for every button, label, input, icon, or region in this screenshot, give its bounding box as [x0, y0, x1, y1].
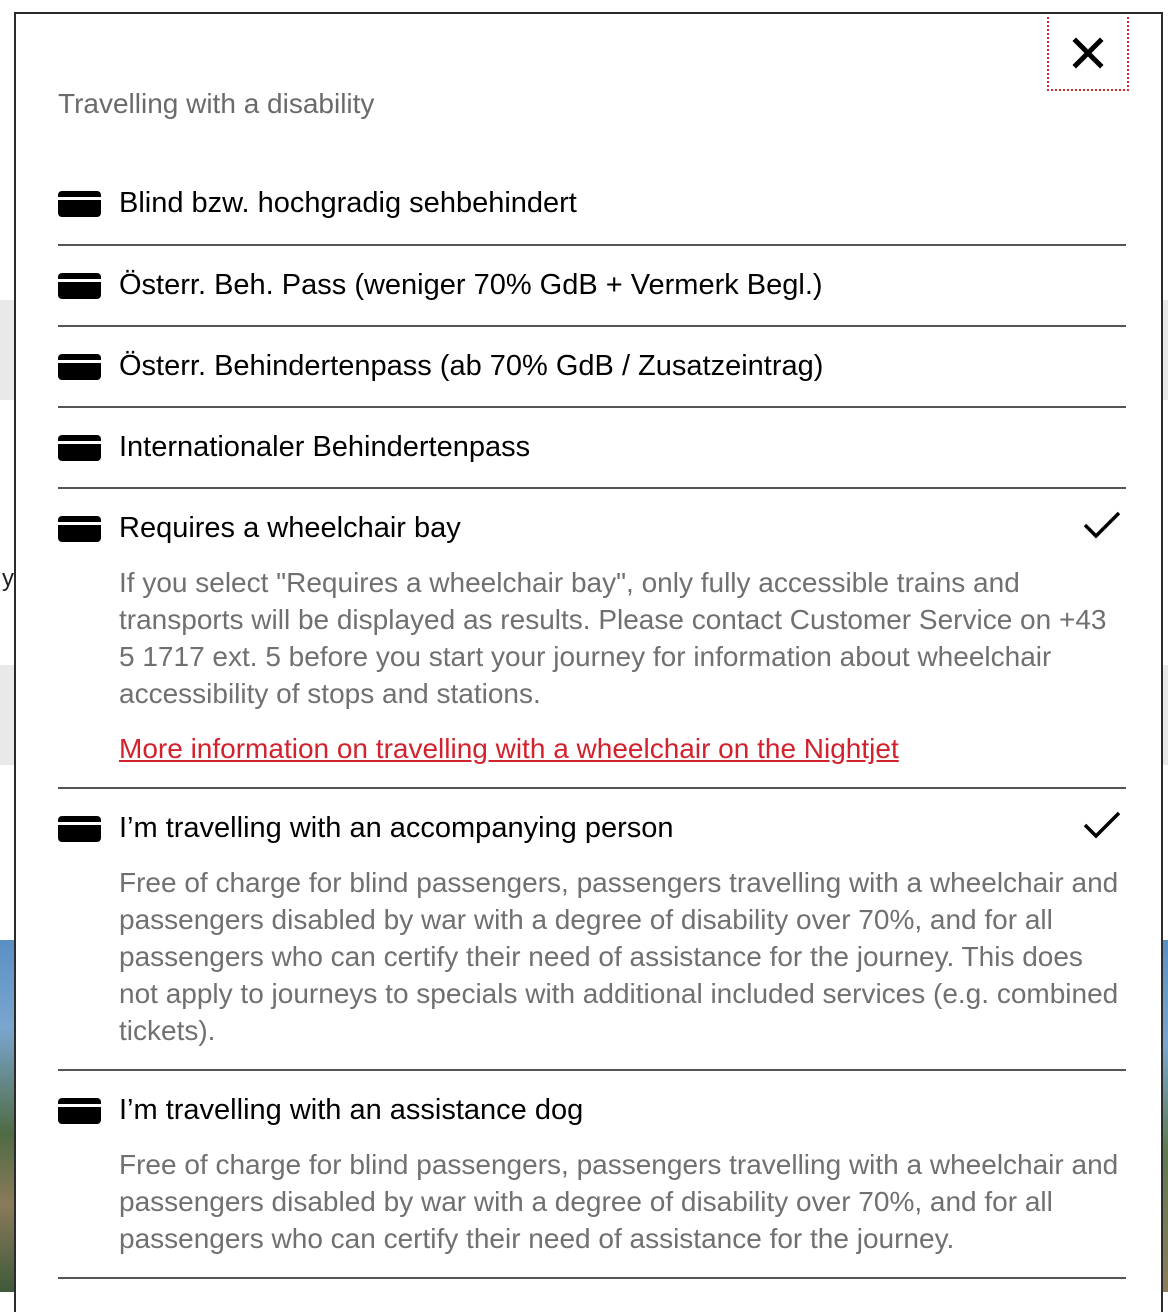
option-toggle[interactable]	[119, 789, 1126, 864]
card-icon	[58, 435, 101, 461]
option-item	[58, 1071, 1126, 1279]
card-icon	[58, 516, 101, 542]
option-toggle[interactable]	[119, 327, 1126, 406]
option-label: Requires a wheelchair bay	[119, 512, 461, 544]
option-item	[58, 789, 1126, 1071]
option-label: Blind bzw. hochgradig sehbehindert	[119, 187, 577, 219]
option-item	[58, 327, 1126, 408]
card-icon	[58, 191, 101, 217]
option-item	[58, 164, 1126, 246]
checkmark-icon	[1082, 809, 1122, 841]
option-toggle[interactable]	[119, 164, 1126, 244]
option-toggle[interactable]	[119, 408, 1126, 487]
checkmark-icon	[1082, 509, 1122, 541]
wheelchair-info-link[interactable]: More information on travelling with a wheelchair on the Nightjet	[119, 733, 899, 764]
option-label: Internationaler Behindertenpass	[119, 431, 531, 463]
close-button[interactable]	[1047, 17, 1129, 91]
option-label: Österr. Beh. Pass (weniger 70% GdB + Vermerk Begl.)	[119, 269, 823, 301]
option-description: Free of charge for blind passengers, passengers travelling with a wheelchair and passengers disabled by war with a degree of disability over 70%, and for all passengers who can certify their need of assistance for the journey.	[119, 1149, 1119, 1254]
option-description: If you select "Requires a wheelchair bay", only fully accessible trains and transports will be displayed as results. Please contact Customer Service on +43 5 1717 ext. 5 before you start your journey for information about wheelchair accessibility of stops and stations.	[119, 567, 1107, 709]
disability-option-list	[58, 164, 1126, 1279]
card-icon	[58, 1098, 101, 1124]
option-label: Österr. Behindertenpass (ab 70% GdB / Zusatzeintrag)	[119, 350, 824, 382]
option-toggle[interactable]	[119, 246, 1126, 325]
option-label: I’m travelling with an accompanying person	[119, 812, 674, 844]
option-label: I’m travelling with an assistance dog	[119, 1094, 584, 1126]
card-icon	[58, 816, 101, 842]
option-item	[58, 246, 1126, 327]
close-icon	[1072, 37, 1104, 69]
disability-dialog	[14, 12, 1163, 1312]
dialog-title: Travelling with a disability	[58, 88, 375, 119]
option-item	[58, 408, 1126, 489]
option-toggle[interactable]	[119, 1071, 1126, 1146]
option-description: Free of charge for blind passengers, passengers travelling with a wheelchair and passengers disabled by war with a degree of disability over 70%, and for all passengers who can certify their need of assistance for the journey. This does not apply to journeys to specials with additional included services (e.g. combined tickets).	[119, 867, 1119, 1046]
option-toggle[interactable]	[119, 489, 1126, 564]
option-item	[58, 489, 1126, 789]
background-text: y	[2, 565, 14, 592]
card-icon	[58, 273, 101, 299]
card-icon	[58, 354, 101, 380]
